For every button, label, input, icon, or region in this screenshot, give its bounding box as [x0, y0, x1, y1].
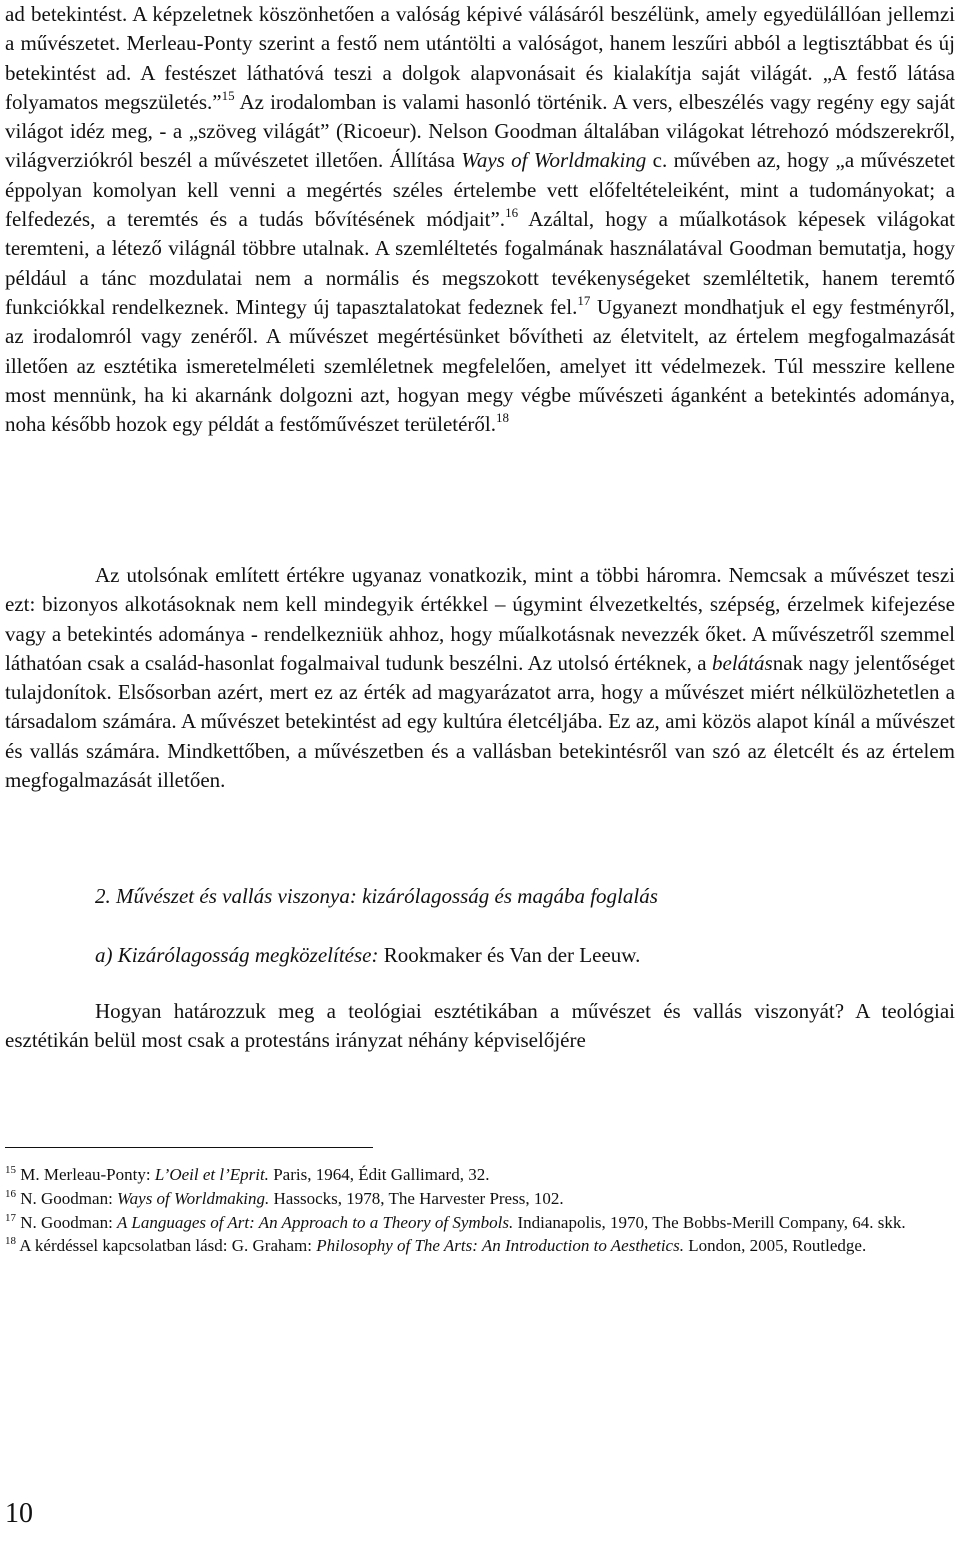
body-paragraph-1: [5, 0, 955, 439]
footnote-15: [5, 1163, 955, 1187]
footnote-number: 18: [5, 1235, 16, 1248]
footnotes-block: [5, 1163, 955, 1258]
subsection-label: a) Kizárólagosság megközelítése:: [95, 943, 379, 967]
footnote-ref-17[interactable]: 17: [577, 292, 591, 308]
section-heading: 2. Művészet és vallás viszonya: kizárólagosság és magába foglalás: [95, 884, 658, 908]
subsection-heading: [95, 941, 640, 970]
footnote-publication: Hassocks, 1978, The Harvester Press, 102.: [269, 1188, 564, 1208]
footnote-16: [5, 1187, 955, 1211]
body-paragraph-3: Hogyan határozzuk meg a teológiai esztétikában a művészet és vallás viszonyát? A teológiai esztétikán belül most csak a protestáns irányzat néhány képviselőjére: [5, 999, 955, 1053]
footnote-publication: Paris, 1964, Édit Gallimard, 32.: [268, 1165, 490, 1184]
footnote-title: Ways of Worldmaking.: [117, 1188, 270, 1208]
para2-text-1: Az utolsónak említett értékre ugyanaz vonatkozik, mint a többi háromra. Nemcsak a művészet teszi ezt: bizonyos alkotásoknak nem kell mindegyik értékkel – úgymint élvezetkeltés, szépség, érzelmek kifejezése vagy a betekintés adománya - rendelkezniük ahhoz, hogy műalkotásnak nevezzék őket. A művészetről szemmel láthatóan csak a család-hasonlat fogalmaival tudunk beszélni. Az utolsó értéknek, a: [5, 563, 955, 675]
footnote-title: L’Oeil et l’Eprit.: [154, 1165, 269, 1184]
footnote-publication: Indianapolis, 1970, The Bobbs-Merill Company, 64. skk.: [513, 1212, 906, 1232]
body-paragraph-2: [5, 561, 955, 795]
page-number: 10: [5, 1498, 33, 1529]
footnote-17: [5, 1211, 955, 1235]
footnote-number: 15: [5, 1164, 16, 1176]
para2-text-2: nak nagy jelentőséget tulajdonítok. Elsősorban azért, mert ez az érték ad magyarázatot arra, hogy a művészet miért nélkülözhetetlen a társadalom számára. A művészet betekintést ad egy kultúra életcéljába. Ez az, ami közös alapot kínál a művészet és vallás számára. Mindkettőben, a művészetben és a vallásban betekintésről van szó az életcélt és az értelem megfogalmazását illetően.: [5, 650, 956, 793]
para1-text-2: Az irodalomban is valami hasonló történik. A vers, elbeszélés vagy regény egy saját világot idéz meg, - a „szöveg világát” (Ricoeur). Nelson Goodman általában világokat létrehozó módszerekről, világverziókról beszél a művészetet illetően. Állítása: [5, 89, 955, 173]
para1-text-4: Azáltal, hogy a műalkotások képesek világokat teremteni, a létező világnál többre utalnak. A szemléltetés fogalmának használatával Goodman bemutatja, hogy például a tánc mozdulatai nem a normális és megszokott tevékenységeket szemléltetik, hanem teremtő funkciókkal rendelkeznek. Mintegy új tapasztalatokat fedeznek fel.: [5, 207, 955, 319]
footnote-author: N. Goodman:: [16, 1212, 118, 1232]
footnote-number: 17: [5, 1211, 16, 1224]
footnote-ref-16[interactable]: 16: [505, 205, 519, 221]
subsection-authors: Rookmaker és Van der Leeuw.: [378, 943, 641, 967]
footnote-title: A Languages of Art: An Approach to a Theory of Symbols.: [117, 1212, 514, 1232]
footnote-author: A kérdéssel kapcsolatban lásd: G. Graham:: [16, 1236, 317, 1256]
footnote-number: 16: [5, 1187, 16, 1200]
footnote-title: Philosophy of The Arts: An Introduction to Aesthetics.: [316, 1236, 684, 1256]
footnote-ref-18[interactable]: 18: [496, 410, 509, 426]
footnote-author: M. Merleau-Ponty:: [16, 1165, 155, 1184]
footnote-separator: [5, 1147, 373, 1148]
footnote-ref-15[interactable]: 15: [221, 87, 235, 103]
emphasis-belatas: belátás: [712, 650, 773, 675]
para1-text-3: c. művében az, hogy „a művészetet éppolyan komolyan kell venni a megértés széles értelembe vett előfeltételeiként, mint a tudományokat; a felfedezés, a teremtés és a tudás bővítésének módjait”.: [5, 148, 955, 232]
footnote-author: N. Goodman:: [16, 1188, 118, 1208]
para1-text-1: ad betekintést. A képzeletnek köszönhetően a valóság képivé válásáról beszélünk, amely egyedülállóan jellemzi a művészetet. Merleau-Ponty szerint a festő nem utántölti a valóságot, hanem leszűri abból a legtisztábbat és új betekintést ad. A festészet láthatóvá teszi a dolgok alapvonásait és kialakítja saját világát. „A festő látása folyamatos megszületés.”: [5, 2, 955, 114]
para1-text-5: Ugyanezt mondhatjuk el egy festményről, az irodalomról vagy zenéről. A művészet megértésünket bővítheti az életvitelt, az értelem megfogalmazását illetően az esztétika ismeretelméleti szemléletnek megfelelően, amelyet itt védelmezek. Túl messzire kellene most mennünk, ha ki akarnánk dolgozni azt, hogyan megy végbe művészeti áganként a betekintés adománya, noha később hozok egy példát a festőművészet területéről.: [5, 294, 955, 437]
footnote-18: [5, 1234, 955, 1258]
footnote-publication: London, 2005, Routledge.: [683, 1236, 867, 1256]
book-title-ways-of-worldmaking: Ways of Worldmaking: [461, 148, 647, 173]
